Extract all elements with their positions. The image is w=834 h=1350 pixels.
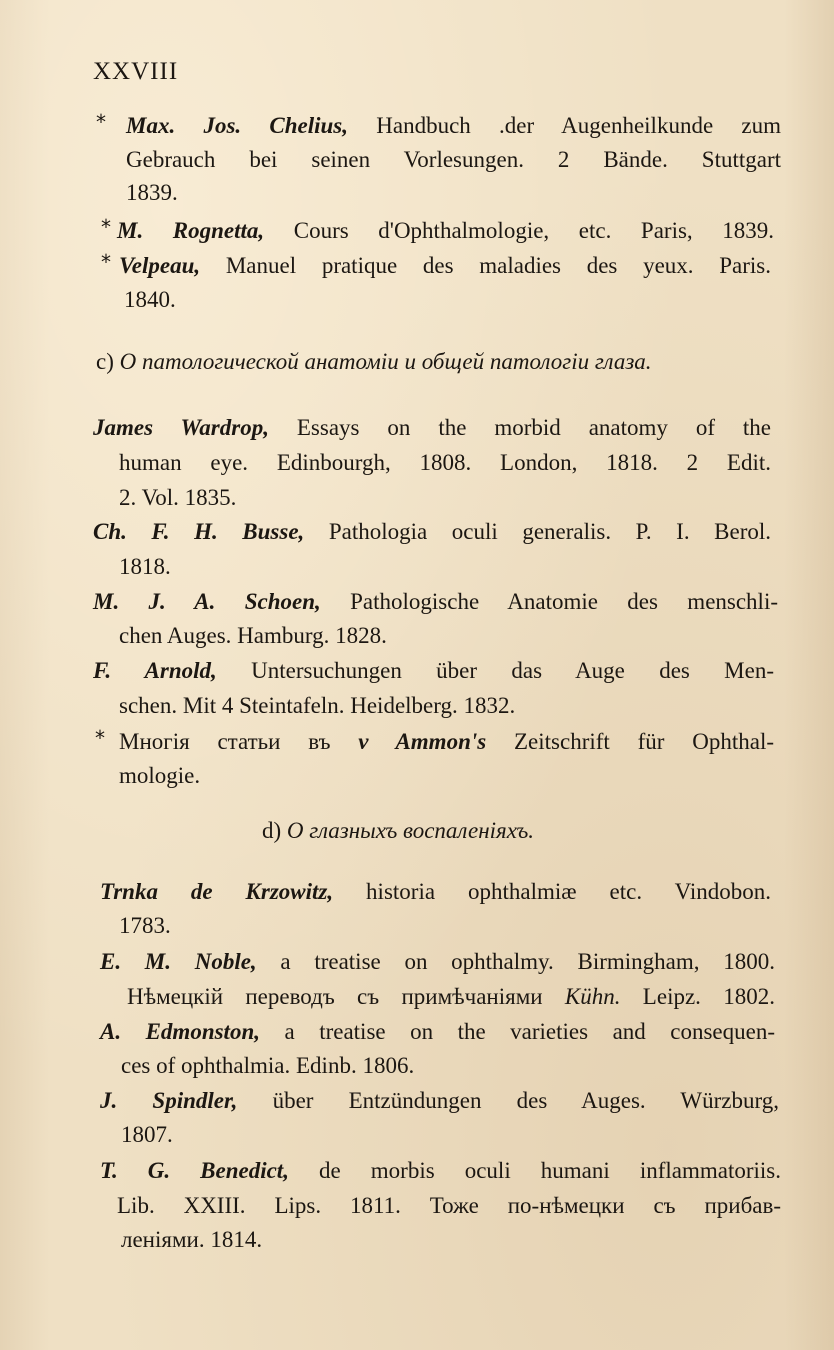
entry-text: a treatise on the varieties and consequen- bbox=[260, 1019, 776, 1044]
bibliography-entry-line bbox=[100, 1157, 781, 1185]
bibliography-entry-line: 2. Vol. 1835. bbox=[119, 485, 237, 510]
section-heading-d bbox=[262, 817, 534, 845]
entry-text: de morbis oculi humani inflammatoriis. bbox=[288, 1158, 781, 1183]
asterisk-marker: * bbox=[101, 215, 111, 239]
bibliography-entry-line: Lib. XXIII. Lips. 1811. Тоже по-нѣмецки съ прибав- bbox=[117, 1193, 781, 1218]
author-name: Max. Jos. Chelius, bbox=[126, 113, 349, 138]
bibliography-entry-line: ces of ophthalmia. Edinb. 1806. bbox=[121, 1053, 415, 1078]
author-name: v Ammon's bbox=[358, 729, 487, 754]
entry-text: Leipz. 1802. bbox=[620, 984, 775, 1009]
bibliography-entry-line: леніями. 1814. bbox=[121, 1227, 263, 1252]
author-name: Trnka de Krzowitz, bbox=[100, 879, 334, 904]
entry-text: Essays on the morbid anatomy of the bbox=[268, 415, 771, 440]
bibliography-entry-line: schen. Mit 4 Steintafeln. Heidelberg. 1832. bbox=[119, 693, 516, 718]
author-name: Kühn. bbox=[564, 984, 621, 1009]
bibliography-entry-line bbox=[93, 518, 771, 546]
entry-text: Untersuchungen über das Auge des Men- bbox=[216, 658, 774, 683]
bibliography-entry-line bbox=[127, 983, 775, 1011]
bibliography-entry-line: Gebrauch bei seinen Vorlesungen. 2 Bände. Stuttgart bbox=[126, 147, 781, 172]
entry-text: historia ophthalmiæ etc. Vindobon. bbox=[333, 879, 771, 904]
author-name: T. G. Benedict, bbox=[100, 1158, 289, 1183]
section-label: d) bbox=[262, 818, 282, 843]
section-label: c) bbox=[96, 349, 114, 374]
bibliography-entry-line: 1818. bbox=[119, 554, 171, 579]
section-title: О патологической анатоміи и общей патологіи глаза. bbox=[119, 349, 652, 374]
asterisk-marker: * bbox=[101, 250, 111, 274]
bibliography-entry-line bbox=[100, 1087, 779, 1115]
bibliography-entry-line: 1783. bbox=[119, 913, 171, 938]
bibliography-entry-line: mologie. bbox=[119, 763, 201, 788]
bibliography-entry-line bbox=[126, 112, 781, 140]
bibliography-entry-line: 1807. bbox=[121, 1122, 173, 1147]
entry-text: Многія статьи въ bbox=[119, 729, 359, 754]
bibliography-entry-line bbox=[119, 252, 771, 280]
bibliography-entry-line bbox=[93, 657, 774, 685]
bibliography-entry-line bbox=[100, 1018, 775, 1046]
entry-text: Pathologia oculi generalis. P. I. Berol. bbox=[304, 519, 771, 544]
bibliography-entry-line: human eye. Edinbourgh, 1808. London, 1818. 2 Edit. bbox=[119, 450, 771, 475]
bibliography-entry-line bbox=[93, 588, 778, 616]
bibliography-entry-line bbox=[117, 217, 774, 245]
page-number: XXVIII bbox=[93, 58, 179, 85]
bibliography-entry-line: 1839. bbox=[126, 180, 178, 205]
entry-text: über Entzündungen des Auges. Würzburg, bbox=[237, 1088, 779, 1113]
author-name: F. Arnold, bbox=[93, 658, 217, 683]
entry-text: Zeitschrift für Ophthal- bbox=[486, 729, 774, 754]
entry-text: Handbuch .der Augenheilkunde zum bbox=[348, 113, 781, 138]
bibliography-entry-line: chen Auges. Hamburg. 1828. bbox=[119, 623, 387, 648]
asterisk-marker: * bbox=[95, 726, 105, 750]
entry-text: a treatise on ophthalmy. Birmingham, 1800. bbox=[256, 949, 775, 974]
author-name: M. Rognetta, bbox=[117, 218, 265, 243]
bibliography-entry-line bbox=[93, 414, 771, 442]
asterisk-marker: * bbox=[96, 110, 106, 134]
author-name: J. Spindler, bbox=[100, 1088, 238, 1113]
bibliography-entry-line: 1840. bbox=[124, 287, 176, 312]
entry-text: Нѣмецкій переводъ съ примѣчаніями bbox=[127, 984, 565, 1009]
bibliography-entry-line bbox=[119, 728, 774, 756]
section-heading-c bbox=[96, 348, 652, 376]
author-name: James Wardrop, bbox=[93, 415, 269, 440]
author-name: M. J. A. Schoen, bbox=[93, 589, 321, 614]
author-name: E. M. Noble, bbox=[100, 949, 257, 974]
author-name: A. Edmonston, bbox=[100, 1019, 260, 1044]
entry-text: Cours d'Ophthalmologie, etc. Paris, 1839. bbox=[264, 218, 774, 243]
author-name: Ch. F. H. Busse, bbox=[93, 519, 305, 544]
entry-text: Pathologische Anatomie des menschli- bbox=[320, 589, 778, 614]
author-name: Velpeau, bbox=[119, 253, 201, 278]
bibliography-entry-line bbox=[100, 878, 771, 906]
entry-text: Manuel pratique des maladies des yeux. Paris. bbox=[200, 253, 771, 278]
section-title: О глазныхъ воспаленіяхъ. bbox=[286, 818, 535, 843]
bibliography-entry-line bbox=[100, 948, 775, 976]
